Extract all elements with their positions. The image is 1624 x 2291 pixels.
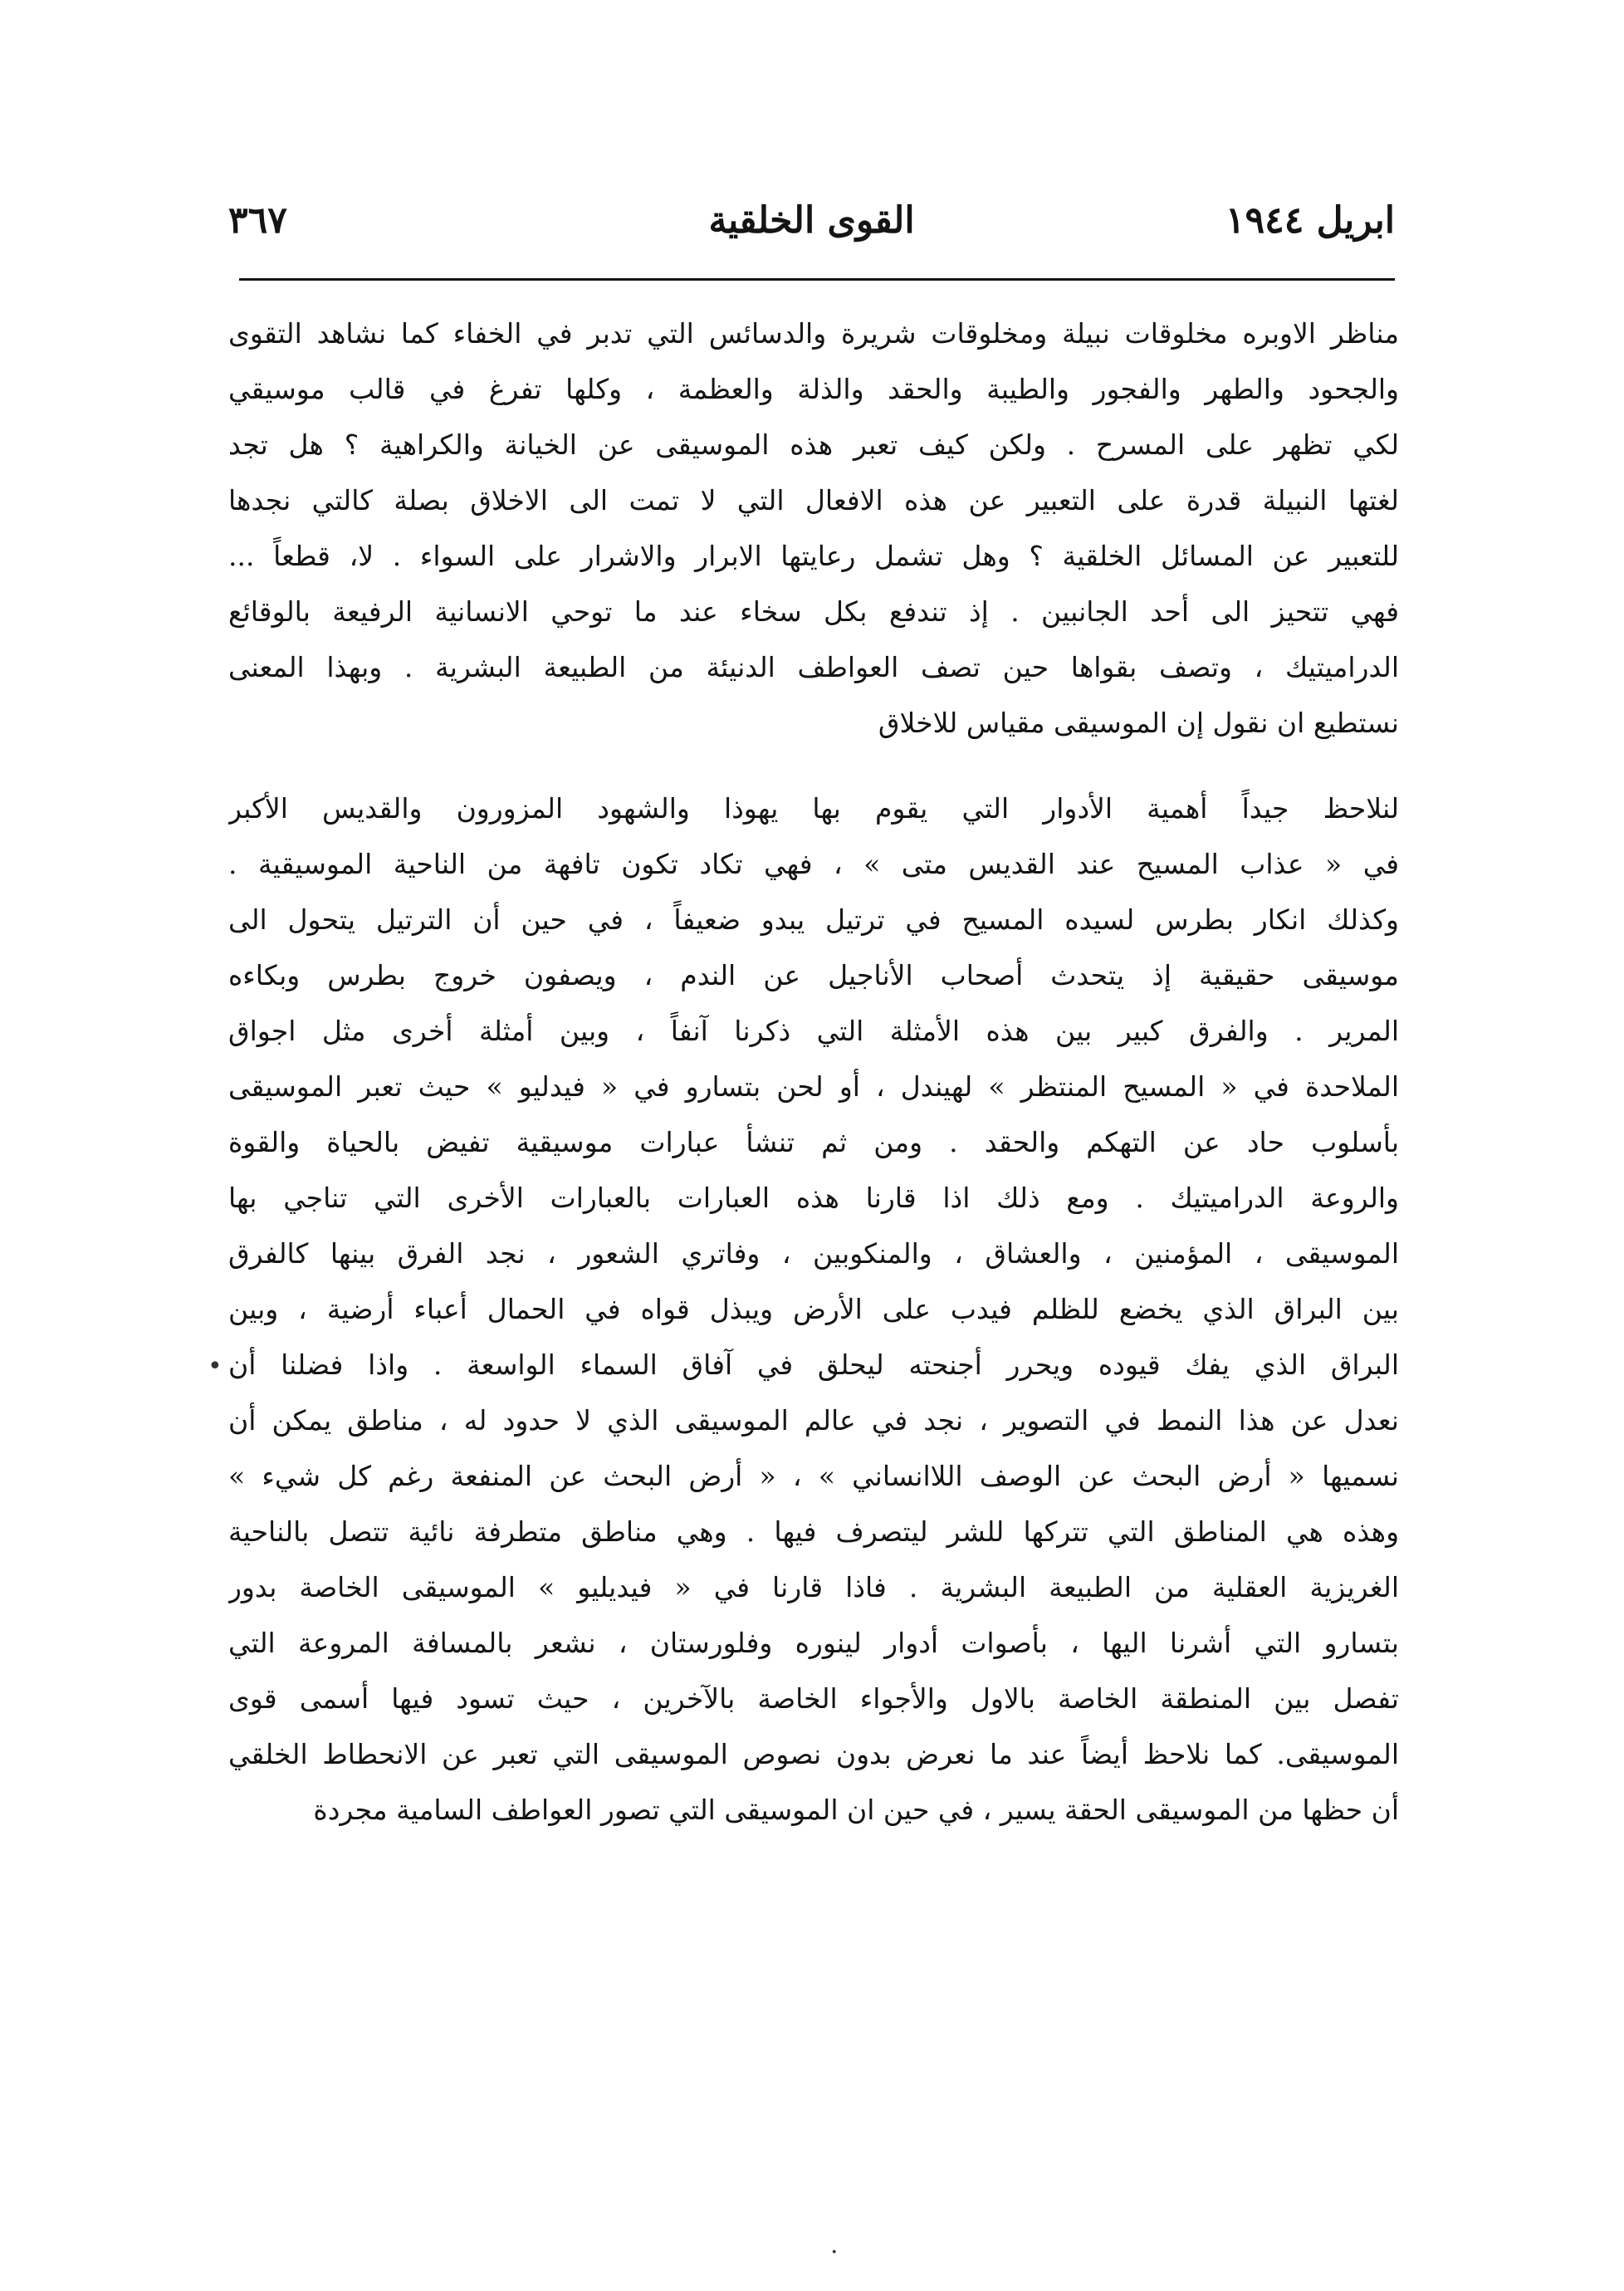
text-line: موسيقى حقيقية إذ يتحدث أصحاب الأناجيل عن الندم ، ويصفون خروج بطرس وبكاءه [228, 959, 1399, 991]
body-text [228, 306, 1399, 1838]
text-line: بتسارو التي أشرنا اليها ، بأصوات أدوار لينوره وفلورستان ، نشعر بالمسافة المروعة التي [228, 1627, 1399, 1659]
header-title: القوى الخلقية [708, 199, 915, 242]
text-line: نسميها « أرض البحث عن الوصف اللاانساني » ، « أرض البحث عن المنفعة رغم كل شيء » [228, 1460, 1399, 1492]
text-line: الموسيقى ، المؤمنين ، والعشاق ، والمنكوبين ، وفاتري الشعور ، نجد الفرق بينها كالفرق [228, 1237, 1399, 1270]
margin-mark: • [208, 1352, 223, 1381]
header-divider [239, 278, 1395, 281]
paragraph-gap [228, 751, 1399, 781]
text-line: وهذه هي المناطق التي تتركها للشر ليتصرف فيها . وهي مناطق متطرفة نائية تتصل بالناحية [228, 1515, 1399, 1548]
page-number: ٣٦٧ [228, 199, 287, 242]
text-line: بين البراق الذي يخضع للظلم فيدب على الأرض ويبذل قواه في الحمال أعباء أرضية ، وبين [228, 1293, 1399, 1325]
text-line: الملاحدة في « المسيح المنتظر » لهيندل ، أو لحن بتسارو في « فيدليو » حيث تعبر الموسيقى [228, 1070, 1399, 1103]
text-line: بأسلوب حاد عن التهكم والحقد . ومن ثم تنشأ عبارات موسيقية تفيض بالحياة والقوة [228, 1126, 1399, 1158]
text-line: نستطيع ان نقول إن الموسيقى مقياس للاخلاق [878, 707, 1399, 739]
paragraph [228, 306, 1399, 751]
text-line: لغتها النبيلة قدرة على التعبير عن هذه الافعال التي لا تمت الى الاخلاق بصلة كالتي نجدها [228, 484, 1399, 516]
text-line: الموسيقى. كما نلاحظ أيضاً عند ما نعرض بدون نصوص الموسيقى التي تعبر عن الانحطاط الخلقي [228, 1738, 1399, 1770]
text-line: الغريزية العقلية من الطبيعة البشرية . فاذا قارنا في « فيديليو » الموسيقى الخاصة بدور [228, 1571, 1399, 1603]
text-line: الدراميتيك ، وتصف بقواها حين تصف العواطف الدنيئة من الطبيعة البشرية . وبهذا المعنى [228, 651, 1399, 683]
header-date: ابريل ١٩٤٤ [1225, 199, 1395, 242]
text-line: وكذلك انكار بطرس لسيده المسيح في ترتيل يبدو ضعيفاً ، في حين أن الترتيل يتحول الى [228, 903, 1399, 936]
text-line: تفصل بين المنطقة الخاصة بالاول والأجواء الخاصة بالآخرين ، حيث تسود فيها أسمى قوى [228, 1682, 1399, 1715]
text-line: البراق الذي يفك قيوده ويحرر أجنحته ليحلق في آفاق السماء الواسعة . واذا فضلنا أن [228, 1349, 1399, 1381]
text-line: والروعة الدراميتيك . ومع ذلك اذا قارنا هذه العبارات بالعبارات الأخرى التي تناجي بها [228, 1182, 1399, 1214]
text-line: في « عذاب المسيح عند القديس متى » ، فهي تكاد تكون تافهة من الناحية الموسيقية . [228, 848, 1399, 880]
text-line: أن حظها من الموسيقى الحقة يسير ، في حين ان الموسيقى التي تصور العواطف السامية مجردة [313, 1794, 1399, 1826]
text-line: مناظر الاوبره مخلوقات نبيلة ومخلوقات شريرة والدسائس التي تدبر في الخفاء كما نشاهد التقوى [228, 317, 1399, 350]
text-line: نعدل عن هذا النمط في التصوير ، نجد في عالم الموسيقى الذي لا حدود له ، مناطق يمكن أن [228, 1404, 1399, 1437]
text-line: لنلاحظ جيداً أهمية الأدوار التي يقوم بها يهوذا والشهود المزورون والقديس الأكبر [228, 792, 1399, 825]
running-header [228, 199, 1395, 266]
paragraph [228, 781, 1399, 1838]
text-line: للتعبير عن المسائل الخلقية ؟ وهل تشمل رعايتها الابرار والاشرار على السواء . لا، قطعاً ... [228, 540, 1399, 572]
text-line: المرير . والفرق كبير بين هذه الأمثلة التي ذكرنا آنفاً ، وبين أمثلة أخرى مثل اجواق [228, 1015, 1399, 1047]
text-line: لكي تظهر على المسرح . ولكن كيف تعبر هذه الموسيقى عن الخيانة والكراهية ؟ هل تجد [228, 428, 1399, 461]
text-line: والجحود والطهر والفجور والطيبة والحقد والذلة والعظمة ، وكلها تفرغ في قالب موسيقي [228, 373, 1399, 405]
text-line: فهي تتحيز الى أحد الجانبين . إذ تندفع بكل سخاء عند ما توحي الانسانية الرفيعة بالوقائع [228, 595, 1399, 628]
paragraphs [228, 306, 1399, 1838]
margin-mark: · [830, 2238, 839, 2267]
